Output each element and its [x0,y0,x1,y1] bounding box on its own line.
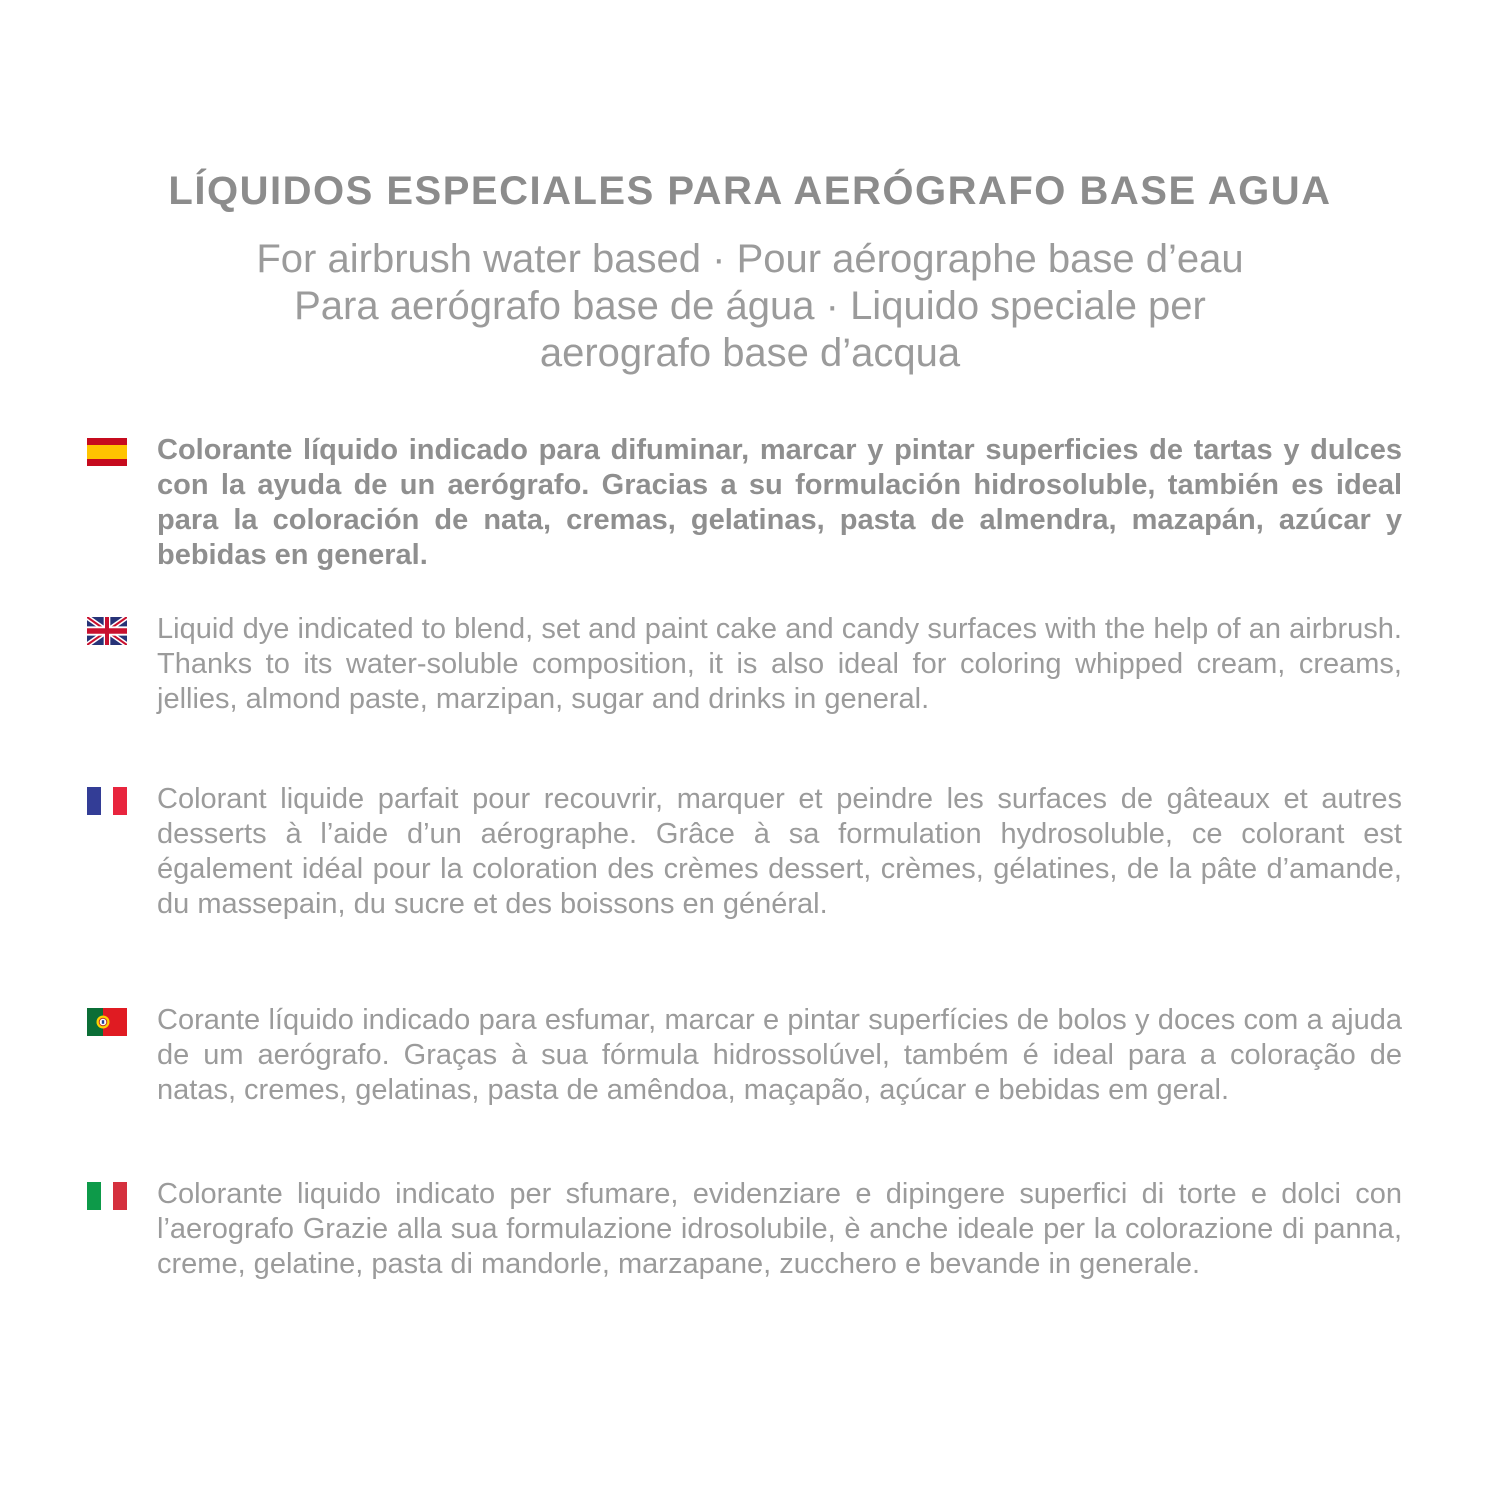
portugal-flag-icon [87,1008,127,1036]
page-title: LÍQUIDOS ESPECIALES PARA AERÓGRAFO BASE AGUA [168,169,1332,213]
paragraph-text-es: Colorante líquido indicado para difuminar, marcar y pintar superficies de tartas y dulces con la ayuda de un aerógrafo. Gracias a su formulación hidrosoluble, también es ideal para la coloración de nata, cremas, gelatinas, pasta de almendra, mazapán, azúcar y bebidas en general. [157,434,1402,571]
paragraph-text-pt: Corante líquido indicado para esfumar, marcar e pintar superfícies de bolos y doces com a ajuda de um aerógrafo. Graças à sua fórmula hidrossolúvel, também é ideal para a coloração de natas, cremes, gelatinas, pasta de amêndoa, maçapão, açúcar e bebidas em geral. [157,1004,1402,1106]
france-flag-icon [87,787,127,815]
paragraph-text-it: Colorante liquido indicato per sfumare, evidenziare e dipingere superfici di torte e dolci con l’aerografo Grazie alla sua formulazione idrosolubile, è anche ideale per la colorazione di panna, creme, gelatine, pasta di mandorle, marzapane, zucchero e bevande in generale. [157,1178,1402,1280]
subtitle-line-2: Para aerógrafo base de água · Liquido speciale per [294,284,1206,328]
description-it [87,1177,1402,1317]
subtitle-line-1: For airbrush water based · Pour aérographe base d’eau [256,237,1244,281]
italy-flag-icon [87,1182,127,1210]
descriptions-list [0,433,1500,1317]
paragraph-text-fr: Colorant liquide parfait pour recouvrir, marquer et peindre les surfaces de gâteaux et autres desserts à l’aide d’un aérographe. Grâce à sa formulation hydrosoluble, ce colorant est également idéal pour la coloration des crèmes dessert, crèmes, gélatines, de la pâte d’amande, du massepain, du sucre et des boissons en général. [157,783,1402,920]
paragraph-text-en: Liquid dye indicated to blend, set and paint cake and candy surfaces with the help of an airbrush. Thanks to its water-soluble composition, it is also ideal for coloring whipped cream, creams, jellies, almond paste, marzipan, sugar and drinks in general. [157,613,1402,715]
page-subtitle [0,236,1500,377]
description-en [87,612,1402,782]
description-es [87,433,1402,612]
united-kingdom-flag-icon [87,617,127,645]
description-pt [87,1003,1402,1177]
subtitle-line-3: aerografo base d’acqua [539,331,961,375]
spain-flag-icon [87,438,127,466]
description-fr [87,782,1402,1003]
